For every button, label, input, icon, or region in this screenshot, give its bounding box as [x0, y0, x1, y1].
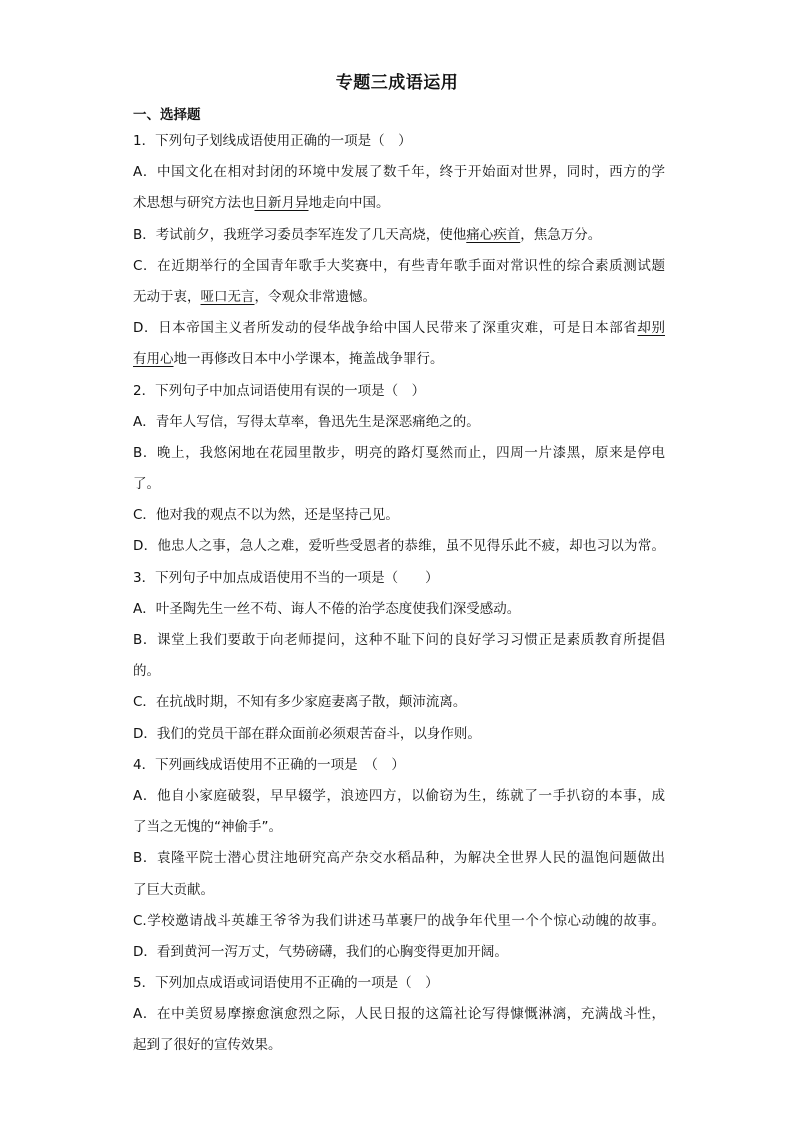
question-4-option-a-line-1: A．他自小家庭破裂，早早辍学，浪迹四方，以偷窃为生，练就了一手扒窃的本事，成: [133, 787, 665, 804]
text-segment: D．日本帝国主义者所发动的侵华战争给中国人民带来了深重灾难，可是日本部省: [133, 320, 638, 337]
question-1-option-c-line-1: C．在近期举行的全国青年歌手大奖赛中，有些青年歌手面对常识性的综合素质测试题: [133, 257, 665, 274]
underlined-idiom: 哑口无言: [200, 288, 255, 305]
question-4-option-c: C.学校邀请战斗英雄王爷爷为我们讲述马革裹尸的战争年代里一个个惊心动魄的故事。: [133, 912, 665, 929]
text-segment: 无动于衷，: [133, 288, 201, 305]
question-2-option-b-line-1: B．晚上，我悠闲地在花园里散步，明亮的路灯戛然而止，四周一片漆黑，原来是停电: [133, 444, 665, 461]
text-segment: 地走向中国。: [308, 195, 390, 212]
question-1-option-d-line-1: [133, 313, 665, 344]
underlined-idiom: 痛心疾首: [466, 226, 521, 243]
underlined-idiom: 有用心: [133, 351, 174, 368]
question-5-option-a-line-2: 起到了很好的宣传效果。: [133, 1037, 282, 1054]
question-1-option-d-line-2: [133, 344, 665, 375]
text-segment: ，焦急万分。: [520, 226, 602, 243]
underlined-idiom: 日新月异: [254, 195, 309, 212]
question-list: [133, 126, 665, 1062]
question-5-option-a-line-1: A．在中美贸易摩擦愈演愈烈之际，人民日报的这篇社论写得慷慨淋漓，充满战斗性，: [133, 1006, 665, 1023]
question-3-option-d: D．我们的党员干部在群众面前必须艰苦奋斗，以身作则。: [133, 725, 481, 742]
question-2-option-b-line-2: 了。: [133, 476, 160, 493]
question-1-stem: 1．下列句子划线成语使用正确的一项是（ ）: [133, 133, 412, 149]
question-1-option-a-line-1: A．中国文化在相对封闭的环境中发展了数千年，终于开始面对世界，同时，西方的学: [133, 164, 665, 181]
question-3-option-c: C．在抗战时期，不知有多少家庭妻离子散，颠沛流离。: [133, 694, 467, 711]
question-4-option-b-line-1: B．袁隆平院士潜心贯注地研究高产杂交水稻品种，为解决全世界人民的温饱问题做出: [133, 850, 665, 867]
question-1-option-a-line-2: [133, 188, 665, 219]
question-2-option-c: C．他对我的观点不以为然，还是坚持己见。: [133, 507, 399, 524]
question-2-option-a: A．青年人写信，写得太草率，鲁迅先生是深恶痛绝之的。: [133, 413, 480, 430]
question-5-stem: 5．下列加点成语或词语使用不正确的一项是（ ）: [133, 975, 439, 992]
question-1-option-c-line-2: [133, 282, 665, 313]
page-title: 专题三成语运用: [335, 73, 459, 93]
question-1-option-b: [133, 220, 665, 251]
question-3-option-a: A．叶圣陶先生一丝不苟、诲人不倦的治学态度使我们深受感动。: [133, 600, 521, 617]
question-4-stem: 4．下列画线成语使用不正确的一项是 （ ）: [133, 756, 405, 773]
question-4-option-d: D．看到黄河一泻万丈，气势磅礴，我们的心胸变得更加开阔。: [133, 943, 508, 960]
underlined-idiom: 却别: [637, 320, 665, 337]
question-4-option-b-line-2: 了巨大贡献。: [133, 881, 214, 898]
question-3-option-b-line-1: B．课堂上我们要敢于向老师提问，这种不耻下问的良好学习习惯正是素质教育所提倡: [133, 632, 665, 648]
question-3-stem: 3．下列句子中加点成语使用不当的一项是（ ）: [133, 569, 439, 586]
question-3-option-b-line-2: 的。: [133, 663, 160, 680]
text-segment: B．考试前夕，我班学习委员李军连发了几天高烧，使他: [133, 226, 467, 243]
text-segment: ，令观众非常遗憾。: [254, 288, 376, 305]
section-heading: 一、选择题: [133, 107, 201, 123]
question-2-stem: 2．下列句子中加点词语使用有误的一项是（ ）: [133, 382, 426, 399]
text-segment: 术思想与研究方法也: [133, 195, 255, 212]
question-2-option-d: D．他忠人之事，急人之难，爱听些受恩者的恭维，虽不见得乐此不疲，却也习以为常。: [133, 538, 665, 555]
question-4-option-a-line-2: 了当之无愧的“神偷手”。: [133, 819, 282, 836]
text-segment: 地一再修改日本中小学课本，掩盖战争罪行。: [173, 351, 444, 368]
